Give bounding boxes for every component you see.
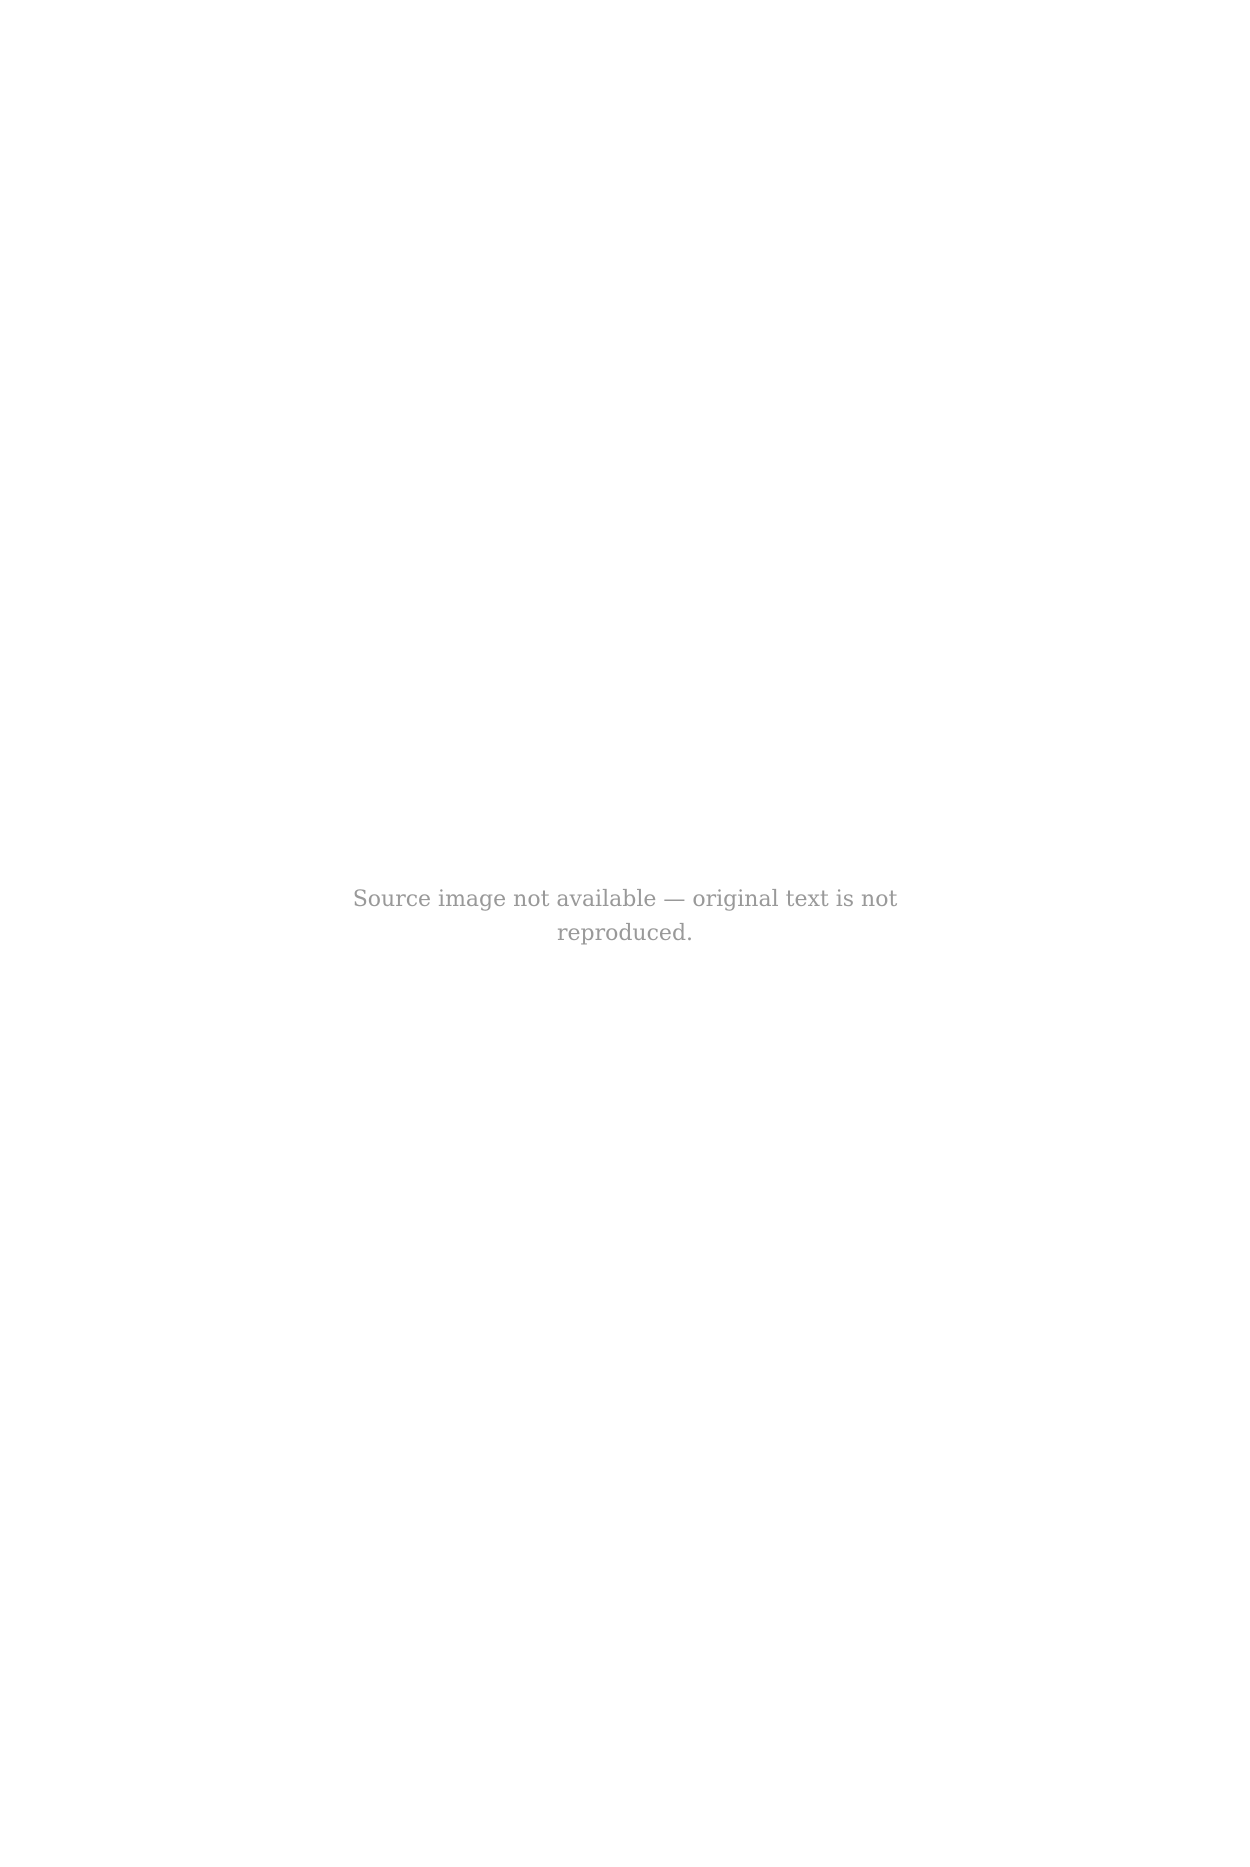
unavailable-notice: Source image not available — original text is not reproduced. xyxy=(352,887,898,946)
